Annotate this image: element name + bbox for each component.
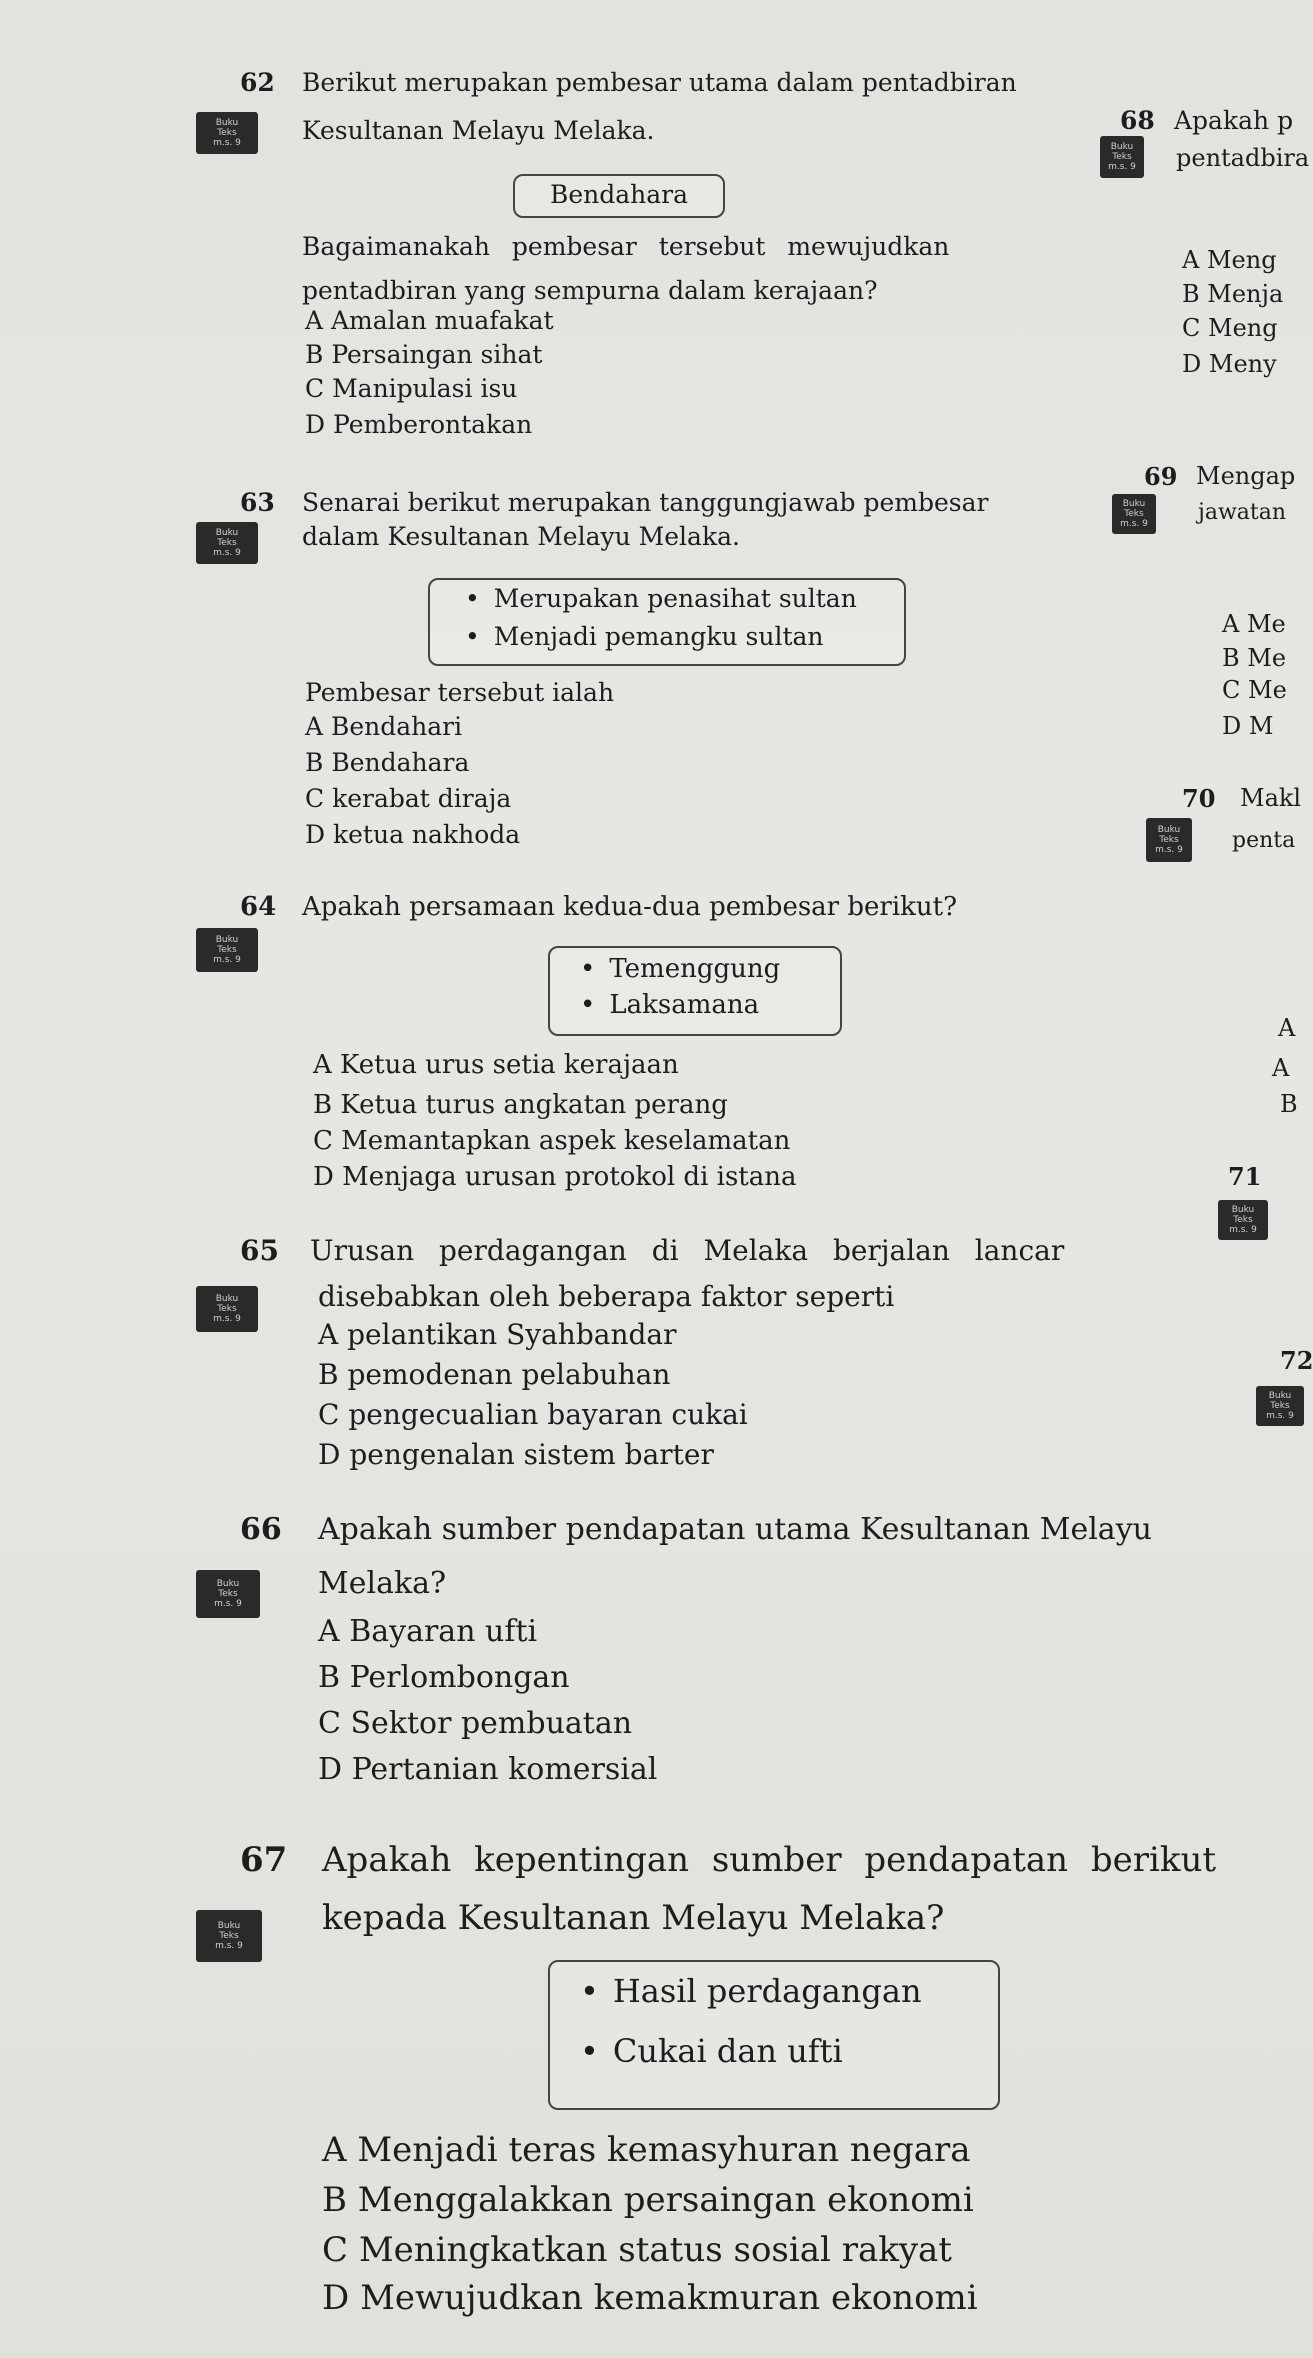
q62-ask-line1: Bagaimanakah pembesar tersebut mewujudkan xyxy=(302,232,950,261)
q64-item-1: • Temenggung xyxy=(580,954,780,984)
q64-option-b[interactable]: B Ketua turus angkatan perang xyxy=(313,1090,728,1120)
q62-number: 62 xyxy=(240,68,275,97)
q63-option-a[interactable]: A Bendahari xyxy=(305,712,463,741)
q68-stem-line2: pentadbira xyxy=(1176,144,1310,172)
textbook-badge-icon: Buku Teks m.s. 9 xyxy=(196,1286,258,1332)
q67-option-a[interactable]: A Menjadi teras kemasyhuran negara xyxy=(322,2130,971,2170)
q70-option-a[interactable]: A xyxy=(1272,1054,1290,1082)
q68-option-d[interactable]: D Meny xyxy=(1182,350,1277,378)
q68-option-b[interactable]: B Menja xyxy=(1182,280,1284,308)
q63-option-d[interactable]: D ketua nakhoda xyxy=(305,820,521,849)
q62-option-b[interactable]: B Persaingan sihat xyxy=(305,340,543,369)
textbook-badge-icon: Buku Teks m.s. 9 xyxy=(196,112,258,154)
q66-stem-line2: Melaka? xyxy=(318,1566,447,1601)
q67-item-1: • Hasil perdagangan xyxy=(580,1972,922,2010)
textbook-badge-icon: Buku Teks m.s. 9 xyxy=(196,522,258,564)
q62-option-c[interactable]: C Manipulasi isu xyxy=(305,374,518,403)
q64-option-a[interactable]: A Ketua urus setia kerajaan xyxy=(313,1050,679,1080)
q62-ask-line2: pentadbiran yang sempurna dalam kerajaan? xyxy=(302,276,878,305)
q65-option-a[interactable]: A pelantikan Syahbandar xyxy=(318,1318,677,1351)
q65-stem-line1: Urusan perdagangan di Melaka berjalan lancar xyxy=(310,1234,1065,1267)
q63-option-b[interactable]: B Bendahara xyxy=(305,748,470,777)
q66-option-d[interactable]: D Pertanian komersial xyxy=(318,1752,658,1787)
q70-number: 70 xyxy=(1182,784,1216,813)
q65-option-b[interactable]: B pemodenan pelabuhan xyxy=(318,1358,671,1391)
textbook-badge-icon: Buku Teks m.s. 9 xyxy=(1256,1386,1304,1426)
q64-number: 64 xyxy=(240,892,277,922)
textbook-badge-icon: Buku Teks m.s. 9 xyxy=(1218,1200,1268,1240)
q65-stem-line2: disebabkan oleh beberapa faktor seperti xyxy=(318,1280,895,1313)
q68-option-a[interactable]: A Meng xyxy=(1182,246,1277,274)
q68-stem-line1: Apakah p xyxy=(1174,106,1294,135)
textbook-badge-icon: Buku Teks m.s. 9 xyxy=(196,1570,260,1618)
q70-stem-line2: penta xyxy=(1232,828,1296,853)
q63-ask: Pembesar tersebut ialah xyxy=(305,678,615,707)
q62-stem-line2: Kesultanan Melayu Melaka. xyxy=(302,116,655,145)
textbook-badge-icon: Buku Teks m.s. 9 xyxy=(1100,136,1144,178)
textbook-badge-icon: Buku Teks m.s. 9 xyxy=(1146,818,1192,862)
q63-option-c[interactable]: C kerabat diraja xyxy=(305,784,512,813)
q70-option-b[interactable]: B xyxy=(1280,1090,1298,1118)
q63-number: 63 xyxy=(240,488,275,517)
q67-option-c[interactable]: C Meningkatkan status sosial rakyat xyxy=(322,2230,952,2270)
q62-box-label: Bendahara xyxy=(550,180,689,209)
q62-stem-line1: Berikut merupakan pembesar utama dalam pentadbiran xyxy=(302,68,1017,97)
textbook-badge-icon: Buku Teks m.s. 9 xyxy=(1112,494,1156,534)
q66-option-a[interactable]: A Bayaran ufti xyxy=(318,1614,538,1649)
q69-stem-line2: jawatan xyxy=(1198,500,1287,525)
q68-number: 68 xyxy=(1120,106,1155,135)
q69-option-c[interactable]: C Me xyxy=(1222,676,1287,704)
q67-option-b[interactable]: B Menggalakkan persaingan ekonomi xyxy=(322,2180,974,2220)
q70-stem-line1: Makl xyxy=(1240,784,1302,812)
q62-option-a[interactable]: A Amalan muafakat xyxy=(305,306,554,335)
q67-item-2: • Cukai dan ufti xyxy=(580,2032,843,2070)
q69-option-b[interactable]: B Me xyxy=(1222,644,1287,672)
q65-option-d[interactable]: D pengenalan sistem barter xyxy=(318,1438,714,1471)
textbook-badge-icon: Buku Teks m.s. 9 xyxy=(196,928,258,972)
q63-item-1: • Merupakan penasihat sultan xyxy=(465,584,857,613)
q65-number: 65 xyxy=(240,1234,279,1267)
q63-stem-line2: dalam Kesultanan Melayu Melaka. xyxy=(302,522,740,551)
q71-number: 71 xyxy=(1228,1162,1262,1191)
q69-option-d[interactable]: D M xyxy=(1222,712,1274,740)
q66-stem-line1: Apakah sumber pendapatan utama Kesultanan Melayu xyxy=(318,1512,1152,1547)
q69-stem-line1: Mengap xyxy=(1196,462,1296,490)
q64-option-c[interactable]: C Memantapkan aspek keselamatan xyxy=(313,1126,791,1156)
q65-option-c[interactable]: C pengecualian bayaran cukai xyxy=(318,1398,748,1431)
q62-option-d[interactable]: D Pemberontakan xyxy=(305,410,533,439)
q63-item-2: • Menjadi pemangku sultan xyxy=(465,622,824,651)
q67-option-d[interactable]: D Mewujudkan kemakmuran ekonomi xyxy=(322,2278,978,2318)
q64-item-2: • Laksamana xyxy=(580,990,759,1020)
q67-stem-line1: Apakah kepentingan sumber pendapatan berikut xyxy=(322,1840,1217,1880)
q72-number: 72 xyxy=(1280,1346,1313,1375)
q70-fragment-1: A xyxy=(1278,1014,1296,1042)
q67-stem-line2: kepada Kesultanan Melayu Melaka? xyxy=(322,1898,945,1938)
q69-option-a[interactable]: A Me xyxy=(1222,610,1286,638)
textbook-badge-icon: Buku Teks m.s. 9 xyxy=(196,1910,262,1962)
q66-option-b[interactable]: B Perlombongan xyxy=(318,1660,570,1695)
q68-option-c[interactable]: C Meng xyxy=(1182,314,1278,342)
q64-option-d[interactable]: D Menjaga urusan protokol di istana xyxy=(313,1162,797,1192)
q63-stem-line1: Senarai berikut merupakan tanggungjawab pembesar xyxy=(302,488,989,517)
q66-option-c[interactable]: C Sektor pembuatan xyxy=(318,1706,633,1741)
q67-number: 67 xyxy=(240,1840,288,1880)
q64-stem: Apakah persamaan kedua-dua pembesar berikut? xyxy=(302,892,958,922)
q66-number: 66 xyxy=(240,1512,282,1547)
q69-number: 69 xyxy=(1144,462,1178,491)
